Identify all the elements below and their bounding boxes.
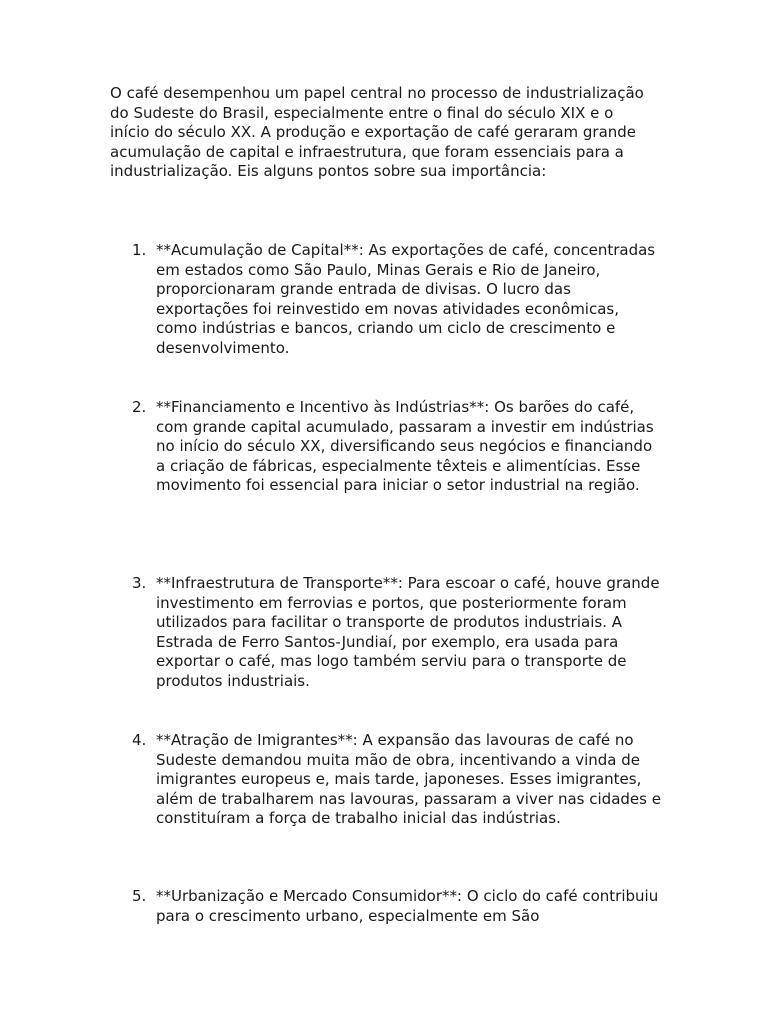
list-item-number: 2.	[132, 398, 147, 416]
list-item-number: 4.	[132, 731, 147, 749]
list-item-number: 3.	[132, 574, 147, 592]
list-item-number: 5.	[132, 887, 147, 905]
list-item-text: **Infraestrutura de Transporte**: Para escoar o café, houve grande investimento em ferrovias e portos, que posteriormente foram utilizados para facilitar o transporte de produtos industriais. A Estrada de Ferro Santos-Jundiaí, por exemplo, era usada para exportar o café, mas logo também serviu para o transporte de produtos industriais.	[156, 574, 660, 690]
list-item-text: **Acumulação de Capital**: As exportações de café, concentradas em estados como São Paulo, Minas Gerais e Rio de Janeiro, proporcionaram grande entrada de divisas. O lucro das exportações foi reinvestido em novas atividades econômicas, como indústrias e bancos, criando um ciclo de crescimento e desenvolvimento.	[156, 241, 656, 357]
list-item-text: **Urbanização e Mercado Consumidor**: O ciclo do café contribuiu para o crescimento urbano, especialmente em São	[156, 887, 659, 925]
list-item-text: **Atração de Imigrantes**: A expansão das lavouras de café no Sudeste demandou muita mão de obra, incentivando a vinda de imigrantes europeus e, mais tarde, japoneses. Esses imigrantes, além de trabalharem nas lavouras, passaram a viver nas cidades e constituíram a força de trabalho inicial das indústrias.	[156, 731, 661, 828]
list-item-number: 1.	[132, 241, 147, 259]
list-item-text: **Financiamento e Incentivo às Indústrias**: Os barões do café, com grande capital acumulado, passaram a investir em indústrias no início do século XX, diversificando seus negócios e financiando a criação de fábricas, especialmente têxteis e alimentícias. Esse movimento foi essencial para iniciar o setor industrial na região.	[156, 398, 654, 495]
intro-paragraph: O café desempenhou um papel central no processo de industrialização do Sudeste do Brasil, especialmente entre o final do século XIX e o início do século XX. A produção e exportação de café geraram grande acumulação de capital e infraestrutura, que foram essenciais para a industrialização. Eis alguns pontos sobre sua importância:	[110, 84, 644, 181]
